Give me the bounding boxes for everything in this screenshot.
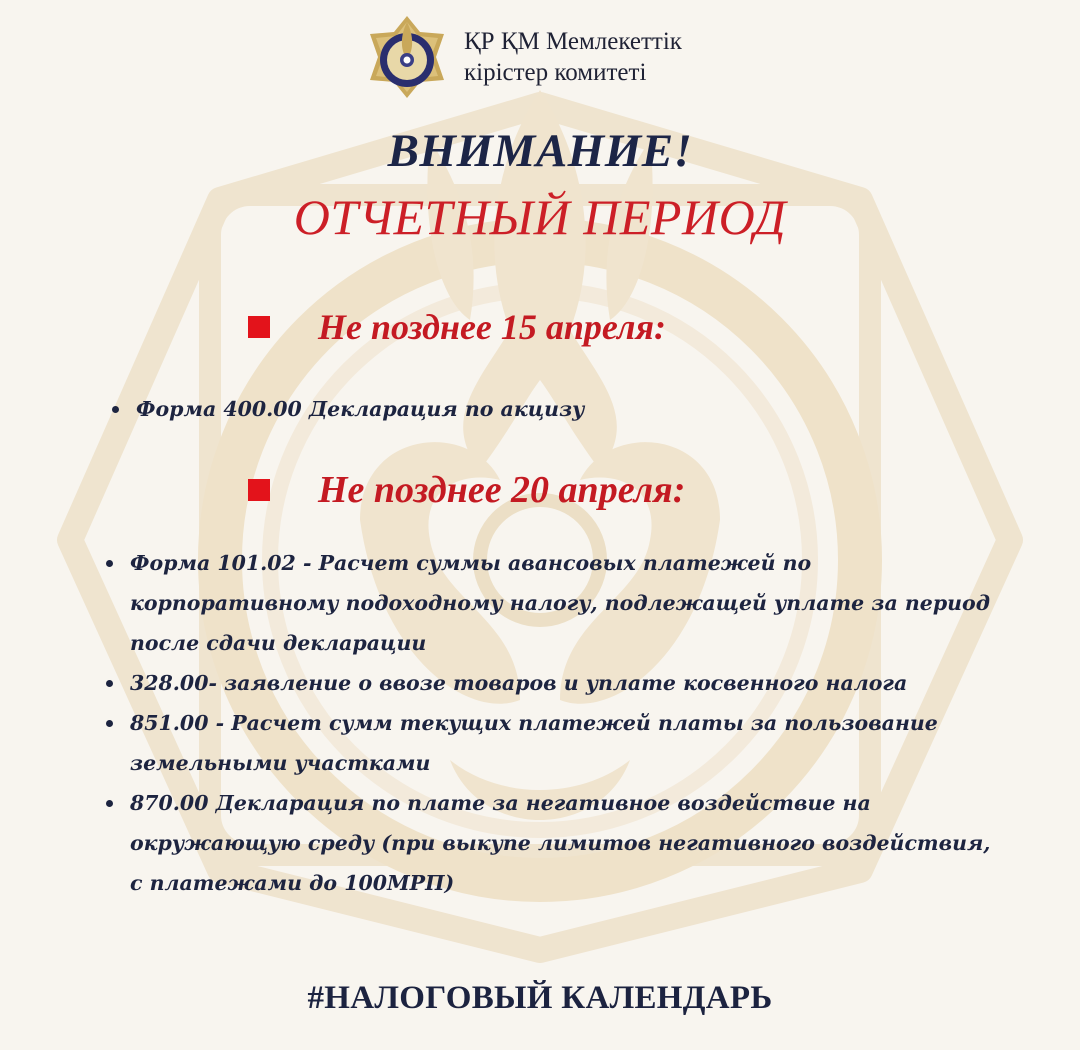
deadline-label: Не позднее 20 апреля: [318, 469, 686, 511]
deadline-heading-april-15 [248, 306, 666, 348]
list-item: 851.00 - Расчет сумм текущих платежей платы за пользование земельными участками [106, 703, 1006, 783]
april-15-forms-list [112, 389, 812, 429]
list-item: Форма 101.02 - Расчет суммы авансовых платежей по корпоративному подоходному налогу, подлежащей уплате за период после сдачи декларации [106, 543, 1006, 663]
list-item: 328.00- заявление о ввозе товаров и уплате косвенного налога [106, 663, 1006, 703]
tax-calendar-hashtag: #НАЛОГОВЫЙ КАЛЕНДАРЬ [307, 980, 773, 1016]
organization-name-line2: кірістер комитеті [464, 59, 647, 86]
list-item: 870.00 Декларация по плате за негативное воздействие на окружающую среду (при выкупе лимитов негативного воздействия, с платежами до 100МРП) [106, 783, 1006, 903]
deadline-heading-april-20 [248, 468, 685, 512]
deadline-label: Не позднее 15 апреля: [318, 307, 667, 347]
organization-name [464, 26, 682, 88]
organization-name-line1: ҚР ҚМ Мемлекеттік [464, 28, 682, 55]
attention-heading: ВНИМАНИЕ! [387, 125, 693, 177]
list-item: Форма 400.00 Декларация по акцизу [112, 389, 812, 429]
header [364, 14, 682, 100]
reporting-period-heading: ОТЧЕТНЫЙ ПЕРИОД [293, 189, 787, 245]
april-20-forms-list [106, 543, 1006, 903]
red-square-bullet-icon [248, 316, 270, 338]
red-square-bullet-icon [248, 479, 270, 501]
state-revenue-committee-logo-icon [364, 14, 450, 100]
